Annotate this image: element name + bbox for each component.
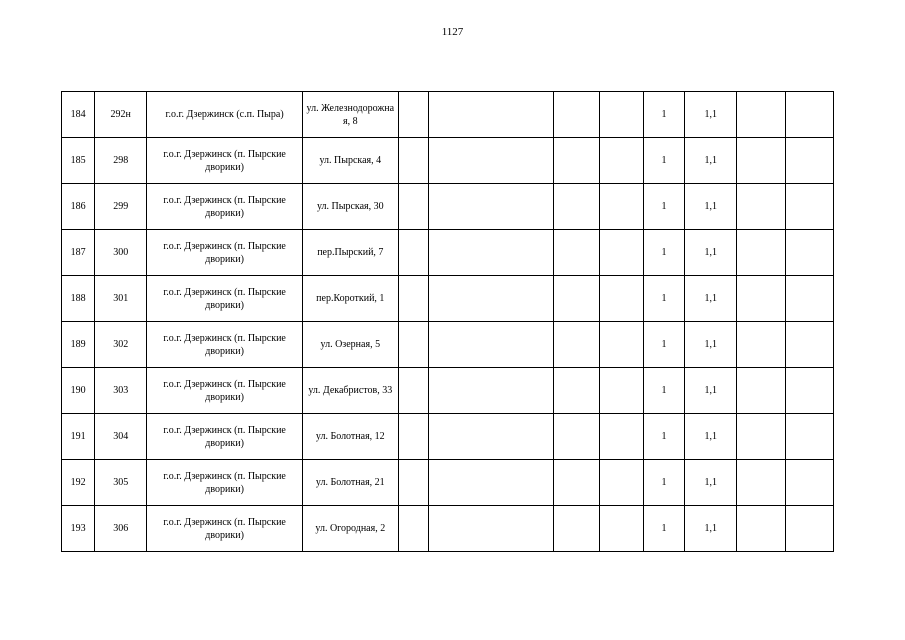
- address-cell: ул. Озерная, 5: [303, 322, 399, 368]
- empty-cell: [786, 460, 834, 506]
- code-cell: 302: [95, 322, 147, 368]
- address-cell: ул. Огородная, 2: [303, 506, 399, 552]
- empty-cell: [600, 460, 644, 506]
- quantity-cell: 1: [643, 414, 685, 460]
- empty-cell: [737, 414, 786, 460]
- settlement-cell: г.о.г. Дзержинск (п. Пырские дворики): [147, 138, 303, 184]
- empty-cell: [428, 414, 554, 460]
- code-cell: 304: [95, 414, 147, 460]
- value-cell: 1,1: [685, 322, 737, 368]
- quantity-cell: 1: [643, 138, 685, 184]
- quantity-cell: 1: [643, 276, 685, 322]
- row-number-cell: 184: [62, 92, 95, 138]
- value-cell: 1,1: [685, 368, 737, 414]
- table-row: [62, 414, 834, 460]
- row-number-cell: 193: [62, 506, 95, 552]
- empty-cell: [786, 92, 834, 138]
- quantity-cell: 1: [643, 230, 685, 276]
- address-cell: ул. Пырская, 30: [303, 184, 399, 230]
- table-row: [62, 230, 834, 276]
- quantity-cell: 1: [643, 92, 685, 138]
- code-cell: 305: [95, 460, 147, 506]
- empty-cell: [600, 414, 644, 460]
- empty-cell: [554, 138, 600, 184]
- empty-cell: [398, 368, 428, 414]
- empty-cell: [737, 92, 786, 138]
- table-row: [62, 276, 834, 322]
- quantity-cell: 1: [643, 322, 685, 368]
- address-cell: ул. Болотная, 21: [303, 460, 399, 506]
- address-cell: ул. Декабристов, 33: [303, 368, 399, 414]
- empty-cell: [428, 230, 554, 276]
- registry-table: [61, 91, 834, 552]
- empty-cell: [428, 460, 554, 506]
- settlement-cell: г.о.г. Дзержинск (п. Пырские дворики): [147, 276, 303, 322]
- row-number-cell: 190: [62, 368, 95, 414]
- address-cell: пер.Короткий, 1: [303, 276, 399, 322]
- row-number-cell: 189: [62, 322, 95, 368]
- code-cell: 298: [95, 138, 147, 184]
- row-number-cell: 185: [62, 138, 95, 184]
- settlement-cell: г.о.г. Дзержинск (п. Пырские дворики): [147, 460, 303, 506]
- empty-cell: [600, 184, 644, 230]
- value-cell: 1,1: [685, 414, 737, 460]
- address-cell: ул. Пырская, 4: [303, 138, 399, 184]
- empty-cell: [398, 138, 428, 184]
- empty-cell: [600, 230, 644, 276]
- empty-cell: [786, 230, 834, 276]
- page-number: 1127: [441, 26, 464, 38]
- empty-cell: [786, 368, 834, 414]
- empty-cell: [554, 184, 600, 230]
- value-cell: 1,1: [685, 506, 737, 552]
- settlement-cell: г.о.г. Дзержинск (п. Пырские дворики): [147, 230, 303, 276]
- value-cell: 1,1: [685, 138, 737, 184]
- empty-cell: [600, 368, 644, 414]
- empty-cell: [600, 92, 644, 138]
- empty-cell: [428, 138, 554, 184]
- empty-cell: [786, 322, 834, 368]
- settlement-cell: г.о.г. Дзержинск (п. Пырские дворики): [147, 322, 303, 368]
- quantity-cell: 1: [643, 184, 685, 230]
- empty-cell: [398, 322, 428, 368]
- empty-cell: [554, 230, 600, 276]
- value-cell: 1,1: [685, 92, 737, 138]
- empty-cell: [554, 414, 600, 460]
- empty-cell: [737, 138, 786, 184]
- empty-cell: [737, 184, 786, 230]
- row-number-cell: 187: [62, 230, 95, 276]
- table-row: [62, 368, 834, 414]
- empty-cell: [554, 368, 600, 414]
- code-cell: 299: [95, 184, 147, 230]
- table-row: [62, 322, 834, 368]
- row-number-cell: 186: [62, 184, 95, 230]
- empty-cell: [398, 460, 428, 506]
- empty-cell: [398, 414, 428, 460]
- table-row: [62, 184, 834, 230]
- value-cell: 1,1: [685, 184, 737, 230]
- settlement-cell: г.о.г. Дзержинск (п. Пырские дворики): [147, 184, 303, 230]
- settlement-cell: г.о.г. Дзержинск (п. Пырские дворики): [147, 414, 303, 460]
- table-row: [62, 506, 834, 552]
- empty-cell: [398, 184, 428, 230]
- code-cell: 303: [95, 368, 147, 414]
- empty-cell: [398, 276, 428, 322]
- empty-cell: [428, 506, 554, 552]
- code-cell: 300: [95, 230, 147, 276]
- empty-cell: [786, 184, 834, 230]
- code-cell: 292н: [95, 92, 147, 138]
- settlement-cell: г.о.г. Дзержинск (п. Пырские дворики): [147, 368, 303, 414]
- address-cell: ул. Болотная, 12: [303, 414, 399, 460]
- empty-cell: [428, 368, 554, 414]
- empty-cell: [554, 276, 600, 322]
- quantity-cell: 1: [643, 460, 685, 506]
- code-cell: 306: [95, 506, 147, 552]
- empty-cell: [554, 322, 600, 368]
- empty-cell: [786, 138, 834, 184]
- code-cell: 301: [95, 276, 147, 322]
- quantity-cell: 1: [643, 368, 685, 414]
- empty-cell: [398, 92, 428, 138]
- value-cell: 1,1: [685, 230, 737, 276]
- empty-cell: [600, 506, 644, 552]
- empty-cell: [554, 460, 600, 506]
- row-number-cell: 188: [62, 276, 95, 322]
- empty-cell: [786, 414, 834, 460]
- empty-cell: [554, 92, 600, 138]
- address-cell: ул. Железнодорожна я, 8: [303, 92, 399, 138]
- settlement-cell: г.о.г. Дзержинск (с.п. Пыра): [147, 92, 303, 138]
- address-cell: пер.Пырский, 7: [303, 230, 399, 276]
- empty-cell: [428, 322, 554, 368]
- empty-cell: [737, 506, 786, 552]
- empty-cell: [786, 276, 834, 322]
- empty-cell: [737, 322, 786, 368]
- empty-cell: [428, 276, 554, 322]
- empty-cell: [737, 230, 786, 276]
- row-number-cell: 192: [62, 460, 95, 506]
- empty-cell: [398, 506, 428, 552]
- empty-cell: [600, 322, 644, 368]
- empty-cell: [600, 276, 644, 322]
- empty-cell: [737, 460, 786, 506]
- empty-cell: [737, 368, 786, 414]
- empty-cell: [786, 506, 834, 552]
- settlement-cell: г.о.г. Дзержинск (п. Пырские дворики): [147, 506, 303, 552]
- table-row: [62, 138, 834, 184]
- empty-cell: [398, 230, 428, 276]
- row-number-cell: 191: [62, 414, 95, 460]
- empty-cell: [428, 184, 554, 230]
- empty-cell: [737, 276, 786, 322]
- empty-cell: [428, 92, 554, 138]
- empty-cell: [600, 138, 644, 184]
- quantity-cell: 1: [643, 506, 685, 552]
- value-cell: 1,1: [685, 460, 737, 506]
- table-row: [62, 92, 834, 138]
- empty-cell: [554, 506, 600, 552]
- value-cell: 1,1: [685, 276, 737, 322]
- table-row: [62, 460, 834, 506]
